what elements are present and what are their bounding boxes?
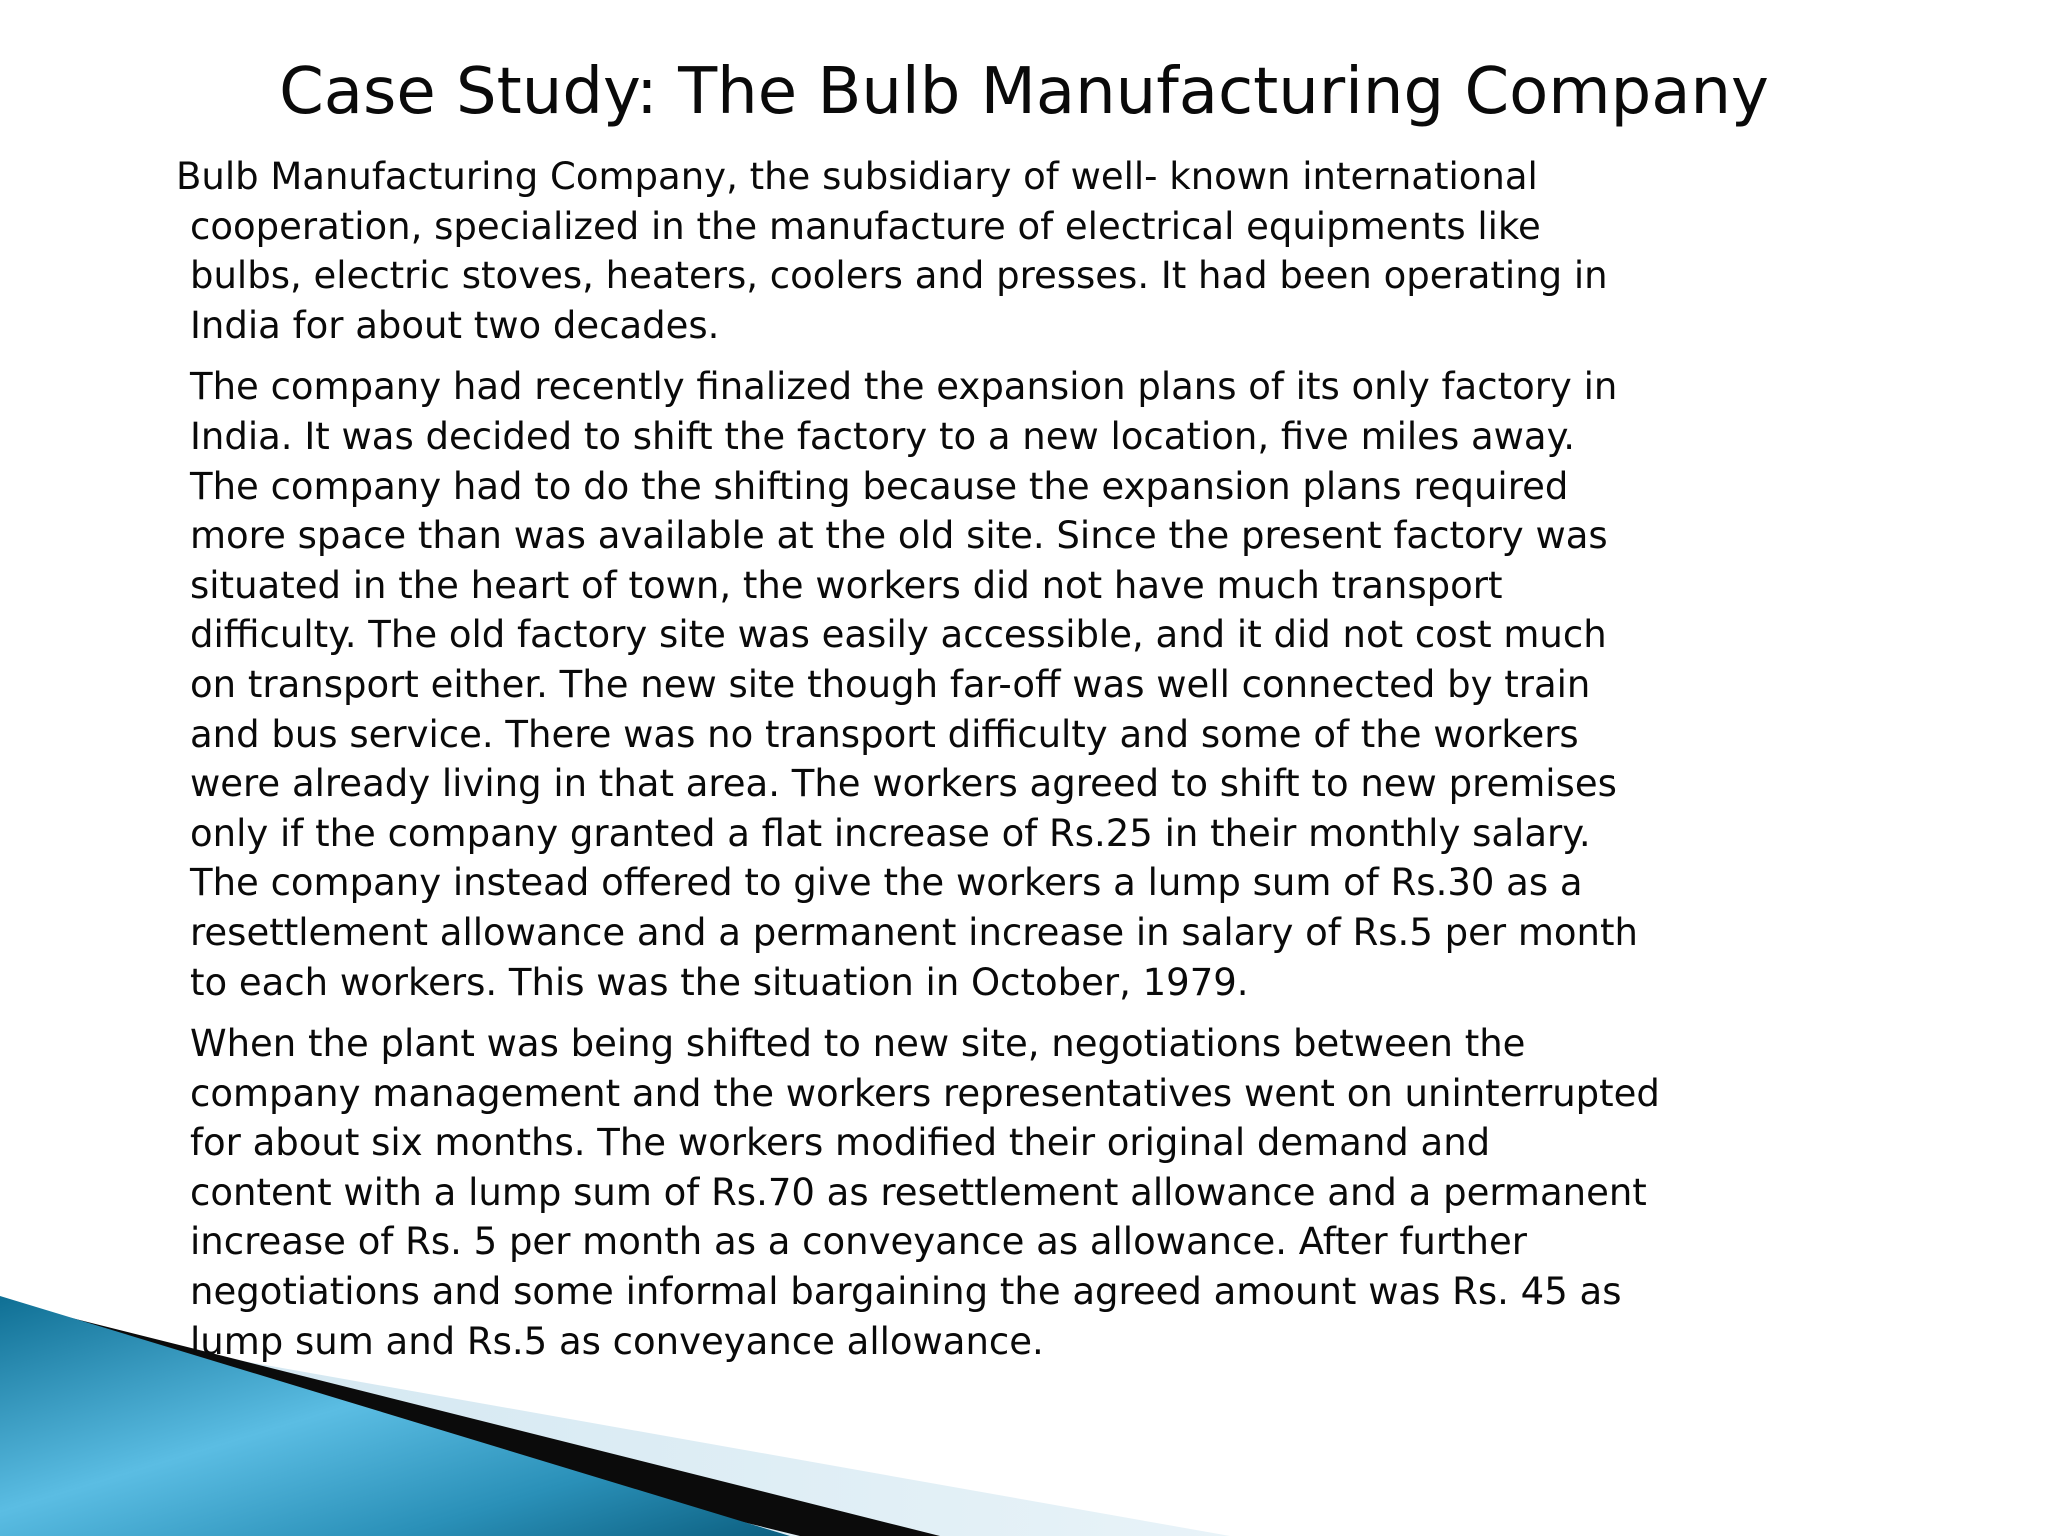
text-line: content with a lump sum of Rs.70 as resettlement allowance and a permanent (190, 1170, 1647, 1214)
text-line: on transport either. The new site though far-off was well connected by train (190, 662, 1591, 706)
text-line: When the plant was being shifted to new site, negotiations between the (190, 1022, 1526, 1066)
text-line: India for about two decades. (190, 303, 720, 347)
slide-title: Case Study: The Bulb Manufacturing Company (279, 55, 1769, 129)
text-line: only if the company granted a flat increase of Rs.25 in their monthly salary. (190, 811, 1591, 855)
text-line: Bulb Manufacturing Company, the subsidiary of well- known international (176, 155, 1538, 198)
text-line: The company had to do the shifting because the expansion plans required (190, 464, 1569, 508)
paragraph-3 (190, 1019, 1970, 1366)
paragraph-2 (190, 362, 1970, 1007)
text-line: negotiations and some informal bargaining the agreed amount was Rs. 45 as (190, 1270, 1622, 1314)
text-line: company management and the workers representatives went on uninterrupted (190, 1071, 1660, 1115)
text-line: and bus service. There was no transport difficulty and some of the workers (190, 712, 1579, 756)
slide-body (176, 152, 1970, 1378)
text-line: India. It was decided to shift the factory to a new location, five miles away. (190, 414, 1575, 458)
text-line: more space than was available at the old site. Since the present factory was (190, 514, 1608, 558)
text-line: resettlement allowance and a permanent increase in salary of Rs.5 per month (190, 910, 1638, 954)
text-line: for about six months. The workers modified their original demand and (190, 1121, 1491, 1165)
text-line: The company had recently finalized the expansion plans of its only factory in (190, 365, 1618, 409)
text-line: lump sum and Rs.5 as conveyance allowance. (190, 1319, 1044, 1363)
text-line: bulbs, electric stoves, heaters, coolers and presses. It had been operating in (190, 254, 1608, 298)
text-line: to each workers. This was the situation in October, 1979. (190, 960, 1249, 1004)
text-line: situated in the heart of town, the workers did not have much transport (190, 563, 1503, 607)
text-line: increase of Rs. 5 per month as a conveyance as allowance. After further (190, 1220, 1527, 1264)
paragraph-1 (176, 152, 1970, 350)
text-line: difficulty. The old factory site was easily accessible, and it did not cost much (190, 613, 1607, 657)
text-line: The company instead offered to give the workers a lump sum of Rs.30 as a (190, 861, 1583, 905)
text-line: were already living in that area. The workers agreed to shift to new premises (190, 762, 1617, 806)
text-line: cooperation, specialized in the manufacture of electrical equipments like (190, 204, 1541, 248)
